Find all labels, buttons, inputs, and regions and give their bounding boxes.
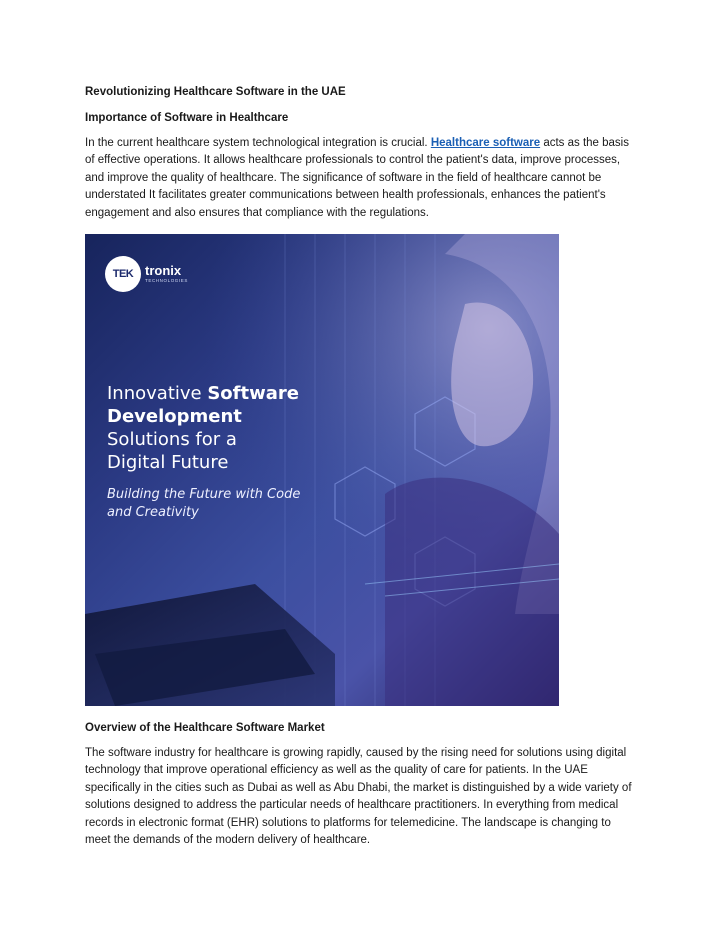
healthcare-software-link[interactable]: Healthcare software <box>430 137 541 149</box>
logo-circle-mark: TEK <box>105 256 141 292</box>
banner-tagline <box>107 486 300 522</box>
tagline-line-1: Building the Future with Code <box>107 487 301 503</box>
headline-line-1 <box>107 382 299 405</box>
headline-line-2: Development <box>107 406 242 428</box>
section-paragraph-market-overview: The software industry for healthcare is growing rapidly, caused by the rising need for solutions using digital technology that improve operational efficiency as well as the quality of care for patients. In the UAE specifically in the cities such as Dubai as well as Abu Dhabi, the market is distinguished by a wide variety of solutions designed to address the particular needs of healthcare practitioners. In everything from medical records in electronic format (EHR) solutions to platforms for telemedicine. The landscape is changing to meet the demands of the modern delivery of healthcare. <box>85 747 632 847</box>
logo-word: tronix <box>145 263 182 279</box>
tektronix-logo <box>105 256 188 292</box>
section-heading-market-overview: Overview of the Healthcare Software Market <box>85 722 325 735</box>
headline-line-1-bold: Software <box>207 383 299 405</box>
logo-subtitle: TECHNOLOGIES <box>145 278 188 284</box>
promo-banner-image <box>85 234 559 706</box>
banner-headline <box>107 382 299 474</box>
tagline-line-2: and Creativity <box>107 505 199 521</box>
document-body <box>85 84 633 849</box>
document-title: Revolutionizing Healthcare Software in the UAE <box>85 86 346 98</box>
headline-line-1-normal: Innovative <box>107 383 208 405</box>
headline-line-4: Digital Future <box>107 452 229 474</box>
section-paragraph-importance <box>85 135 633 222</box>
headline-line-3: Solutions for a <box>107 429 237 451</box>
logo-wordmark <box>145 264 188 284</box>
section-heading-importance: Importance of Software in Healthcare <box>85 112 289 124</box>
paragraph-lead-text: In the current healthcare system technological integration is crucial. <box>85 137 431 149</box>
paragraph-rest-text: acts as the basis of effective operations. It allows healthcare professionals to control the patient's data, improve processes, and improve the quality of healthcare. The significance of software in the field of healthcare cannot be understated It facilitates greater communications between health professionals, enhances the patient's engagement and also ensures that compliance with the regulations. <box>85 137 629 219</box>
